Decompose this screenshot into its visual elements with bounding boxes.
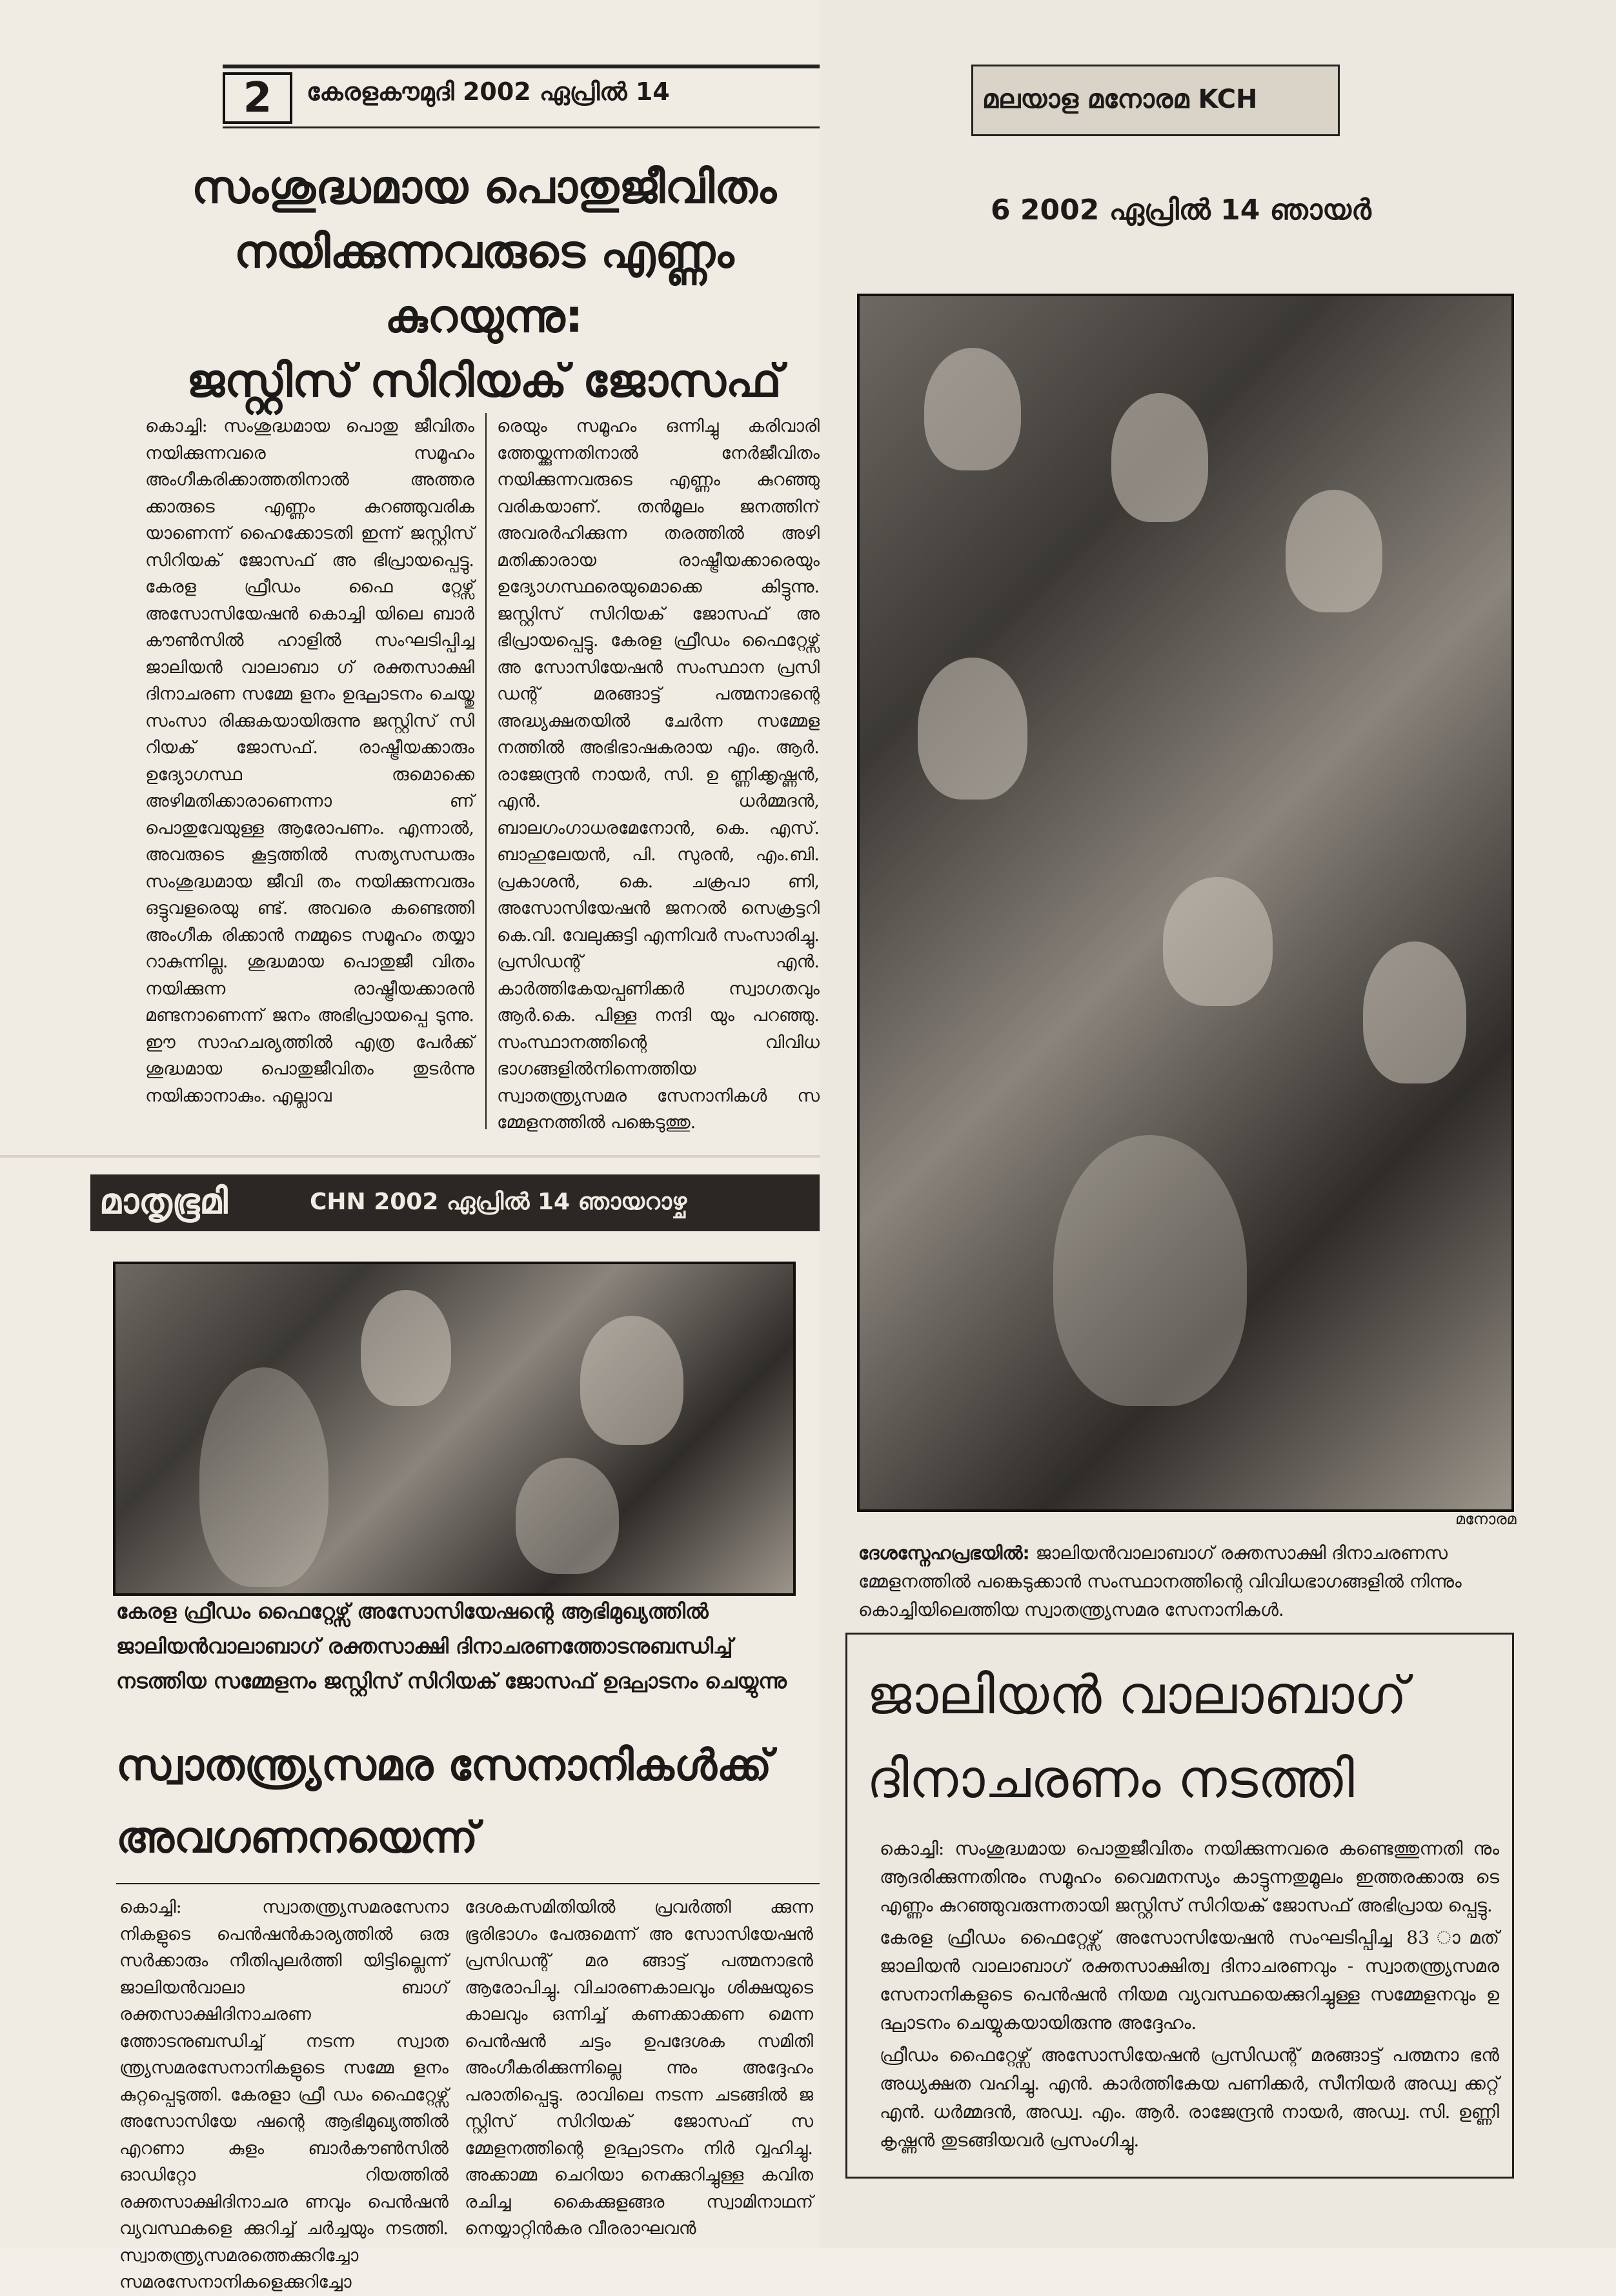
kaumudi-headline-line-2: നയിക്കുന്നവരുടെ എണ്ണം കുറയുന്നു: bbox=[234, 225, 734, 343]
photo-figure bbox=[1163, 877, 1273, 1006]
kaumudi-header-bar bbox=[223, 65, 823, 128]
mathrubhumi-date: CHN 2002 ഏപ്രിൽ 14 ഞായറാഴ്ച bbox=[310, 1189, 687, 1215]
photo-credit: മനോരമ bbox=[1455, 1510, 1517, 1528]
kaumudi-column-2: രെയും സമൂഹം ഒന്നിച്ചു കരിവാരി ത്തേയ്ക്കുന്നതിനാൽ നേർജീവിതം നയിക്കുന്നവരുടെ എണ്ണം കുറഞ്ഞു വരികയാണ്. തൻമൂലം ജനത്തിന് അവരർഹിക്കുന്ന തരത്തിൽ അഴി മതിക്കാരായ രാഷ്ട്രീയക്കാരെയും ഉദ്യോഗസ്ഥരെയുമൊക്കെ കിട്ടുന്നു. ജസ്റ്റിസ് സിറിയക് ജോസഫ് അ ഭിപ്രായപ്പെട്ടു. കേരള ഫ്രീഡം ഫൈറ്റേഴ്സ് അ സോസിയേഷൻ സംസ്ഥാന പ്രസി ഡന്റ് മരങ്ങാട്ട് പത്മനാഭന്റെ അദ്ധ്യക്ഷതയിൽ ചേർന്ന സമ്മേള നത്തിൽ അഭിഭാഷകരായ എം. ആർ. രാജേന്ദ്രൻ നായർ, സി. ഉ ണ്ണിക്കൃഷ്ണൻ, എൻ. ധർമ്മദൻ, ബാലഗംഗാധരമേനോൻ, കെ. എസ്. ബാഹുലേയൻ, പി. സുരൻ, എം.ബി. പ്രകാശൻ, കെ. ചക്രപാ ണി, അസോസിയേഷൻ ജനറൽ സെക്രട്ടറി കെ.വി. വേലുക്കുട്ടി എന്നിവർ സംസാരിച്ചു. പ്രസിഡന്റ് എൻ. കാർത്തികേയപ്പണിക്കർ സ്വാഗതവും ആർ.കെ. പിള്ള നന്ദി യും പറഞ്ഞു. സംസ്ഥാനത്തിന്റെ വിവിധ ഭാഗങ്ങളിൽനിന്നെത്തിയ സ്വാതന്ത്ര്യസമര സേനാനികൾ സ മ്മേളനത്തിൽ പങ്കെടുത്തു. bbox=[497, 416, 820, 1133]
manorama-date: 6 2002 ഏപ്രിൽ 14 ഞായർ bbox=[991, 194, 1371, 227]
manorama-headline-line-2: ദിനാചരണം നടത്തി bbox=[867, 1749, 1355, 1810]
manorama-paragraph-3: ഫ്രീഡം ഫൈറ്റേഴ്സ് അസോസിയേഷൻ പ്രസിഡന്റ് മരങ്ങാട്ട് പത്മനാ ഭൻ അധ്യക്ഷത വഹിച്ചു. എൻ. കാർത്തികേയ പണിക്കർ, സീനിയർ അഡ്വ ക്കറ്റ് എൻ. ധർമ്മദൻ, അഡ്വ. എം. ആർ. രാജേന്ദ്രൻ നായർ, അഡ്വ. സി. ഉണ്ണി കൃഷ്ണൻ തുടങ്ങിയവർ പ്രസംഗിച്ചു. bbox=[880, 2044, 1499, 2151]
photo-figure bbox=[199, 1367, 328, 1587]
mathrubhumi-headline-line-2: അവഗണനയെന്ന് bbox=[116, 1813, 478, 1862]
mathrubhumi-rule bbox=[116, 1883, 820, 1884]
manorama-photo bbox=[857, 294, 1514, 1512]
manorama-masthead: മലയാള മനോരമ KCH bbox=[982, 85, 1258, 114]
column-divider bbox=[485, 413, 487, 1129]
kaumudi-headline-line-3: ജസ്റ്റിസ് സിറിയക് ജോസഫ് bbox=[187, 354, 782, 407]
mathrubhumi-headline-line-1: സ്വാതന്ത്ര്യസമര സേനാനികൾക്ക് bbox=[116, 1740, 772, 1790]
manorama-paragraph-2: കേരള ഫ്രീഡം ഫൈറ്റേഴ്സ് അസോസിയേഷൻ സംഘടിപ്പിച്ച 83 ാമത് ജാലിയൻ വാലാബാഗ് രക്തസാക്ഷിത്വ ദിനാചരണവും - സ്വാതന്ത്ര്യസമര സേനാനികളുടെ പെൻഷൻ നിയമ വ്യവസ്ഥയെക്കുറിച്ചുള്ള സമ്മേളനവും ഉ ദ്ഘാടനം ചെയ്യുകയായിരുന്നു അദ്ദേഹം. bbox=[880, 1927, 1499, 2033]
mathrubhumi-masthead: മാതൃഭൂമി bbox=[99, 1181, 228, 1222]
caption-lead: ദേശസ്നേഹപ്രഭയിൽ: bbox=[858, 1542, 1030, 1564]
mathrubhumi-photo bbox=[113, 1262, 796, 1596]
manorama-photo-caption bbox=[858, 1539, 1517, 1624]
mathrubhumi-headline bbox=[116, 1729, 820, 1874]
mathrubhumi-column-2: ദേശകസമിതിയിൽ പ്രവർത്തി ക്കുന്ന ഭൂരിഭാഗം പേരുമെന്ന് അ സോസിയേഷൻ പ്രസിഡന്റ് മര ങ്ങാട്ട് പത്മനാഭൻ ആരോപിച്ചു. വിചാരണകാലവും ശിക്ഷയുടെ കാലവും ഒന്നിച്ച് കണക്കാക്കണ മെന്ന പെൻഷൻ ചട്ടം ഉപദേശക സമിതി അംഗീകരിക്കുന്നില്ലെ ന്നും അദ്ദേഹം പരാതിപ്പെട്ടു. രാവിലെ നടന്ന ചടങ്ങിൽ ജ സ്റ്റിസ് സിറിയക് ജോസഫ് സ മ്മേളനത്തിന്റെ ഉദ്ഘാടനം നിർ വ്വഹിച്ചു. അക്കാമ്മ ചെറിയാ നെക്കുറിച്ചുള്ള കവിത രചിച്ച കൈക്കുളങ്ങര സ്വാമിനാഥന് നെയ്യാറ്റിൻകര വീരരാഘവൻ bbox=[465, 1897, 813, 2239]
fold-line bbox=[0, 1155, 833, 1158]
photo-figure bbox=[1363, 942, 1466, 1083]
page-number: 2 bbox=[223, 72, 292, 124]
manorama-headline-line-1: ജാലിയൻ വാലാബാഗ് bbox=[867, 1665, 1407, 1726]
manorama-article-box bbox=[845, 1633, 1514, 2179]
photo-figure bbox=[1286, 490, 1382, 612]
photo-figure bbox=[918, 658, 1027, 800]
photo-figure bbox=[1053, 1135, 1247, 1406]
manorama-paragraph-1: കൊച്ചി: സംശുദ്ധമായ പൊതുജീവിതം നയിക്കുന്നവരെ കണ്ടെത്തുന്നതി നും ആദരിക്കുന്നതിനും സമൂഹം വൈമനസ്യം കാട്ടുന്നതുമൂലം ഇത്തരക്കാരു ടെ എണ്ണം കുറഞ്ഞുവരുന്നതായി ജസ്റ്റിസ് സിറിയക് ജോസഫ് അഭിപ്രായ പ്പെട്ടു. bbox=[880, 1838, 1499, 1916]
manorama-clipping bbox=[820, 0, 1616, 2248]
photo-figure bbox=[361, 1290, 451, 1406]
kaumudi-column-1: കൊച്ചി: സംശുദ്ധമായ പൊതു ജീവിതം നയിക്കുന്നവരെ സമൂഹം അംഗീകരിക്കാത്തതിനാൽ അത്തര ക്കാരുടെ എണ്ണം കുറഞ്ഞുവരിക യാണെന്ന് ഹൈക്കോടതി ഇന്ന് ജസ്റ്റിസ് സിറിയക് ജോസഫ് അ ഭിപ്രായപ്പെട്ടു. കേരള ഫ്രീഡം ഫൈ റ്റേഴ്സ് അസോസിയേഷൻ കൊച്ചി യിലെ ബാർ കൗൺസിൽ ഹാളിൽ സംഘടിപ്പിച്ച ജാലിയൻ വാലാബാ ഗ് രക്തസാക്ഷി ദിനാചരണ സമ്മേ ളനം ഉദ്ഘാടനം ചെയ്തു സംസാ രിക്കുകയായിരുന്നു ജസ്റ്റിസ് സി റിയക് ജോസഫ്. രാഷ്ട്രീയക്കാരും ഉദ്യോഗസ്ഥ രുമൊക്കെ അഴിമതിക്കാരാണെന്നാ ണ് പൊതുവേയുള്ള ആരോപണം. എന്നാൽ, അവരുടെ കൂട്ടത്തിൽ സത്യസന്ധരും സംശുദ്ധമായ ജീവി തം നയിക്കുന്നവരും ഒട്ടുവളരെയു ണ്ട്. അവരെ കണ്ടെത്തി അംഗീക രിക്കാൻ നമ്മുടെ സമൂഹം തയ്യാ റാകുന്നില്ല. ശുദ്ധമായ പൊതുജീ വിതം നയിക്കുന്ന രാഷ്ട്രീയക്കാരൻ മണ്ടനാണെന്ന് ജനം അഭിപ്രായപ്പെ ടുന്നു. ഈ സാഹചര്യത്തിൽ എത്ര പേർക്ക് ശുദ്ധമായ പൊതുജീവിതം തുടർന്നു നയിക്കാനാകും. എല്ലാവ bbox=[145, 416, 474, 1106]
manorama-headline bbox=[867, 1654, 1407, 1822]
kaumudi-header-text: കേരളകൗമുദി 2002 ഏപ്രിൽ 14 bbox=[307, 77, 670, 106]
photo-figure bbox=[516, 1458, 619, 1574]
photo-figure bbox=[1111, 393, 1208, 522]
photo-figure bbox=[580, 1316, 683, 1445]
photo-figure bbox=[924, 348, 1021, 470]
manorama-masthead-box bbox=[971, 65, 1340, 136]
mathrubhumi-header-bar bbox=[90, 1174, 826, 1231]
caption-body: ജാലിയൻവാലാബാഗ് രക്തസാക്ഷി ദിനാചരണസ മ്മേളനത്തിൽ പങ്കെടുക്കാൻ സംസ്ഥാനത്തിന്റെ വിവിധഭാഗങ്ങളിൽ നിന്നും കൊച്ചിയിലെത്തിയ സ്വാതന്ത്ര്യസമര സേനാനികൾ. bbox=[858, 1542, 1462, 1620]
kaumudi-headline-line-1: സംശുദ്ധമായ പൊതുജീവിതം bbox=[191, 161, 777, 214]
mathrubhumi-photo-caption: കേരള ഫ്രീഡം ഫൈറ്റേഴ്സ് അസോസിയേഷന്റെ ആഭിമുഖ്യത്തിൽ ജാലിയൻവാലാബാഗ് രക്തസാക്ഷി ദിനാചരണത്തോടനുബന്ധിച്ച് നടത്തിയ സമ്മേളനം ജസ്റ്റിസ് സിറിയക് ജോസഫ് ഉദ്ഘാടനം ചെയ്യുന്നു bbox=[116, 1599, 787, 1693]
mathrubhumi-column-1: കൊച്ചി: സ്വാതന്ത്ര്യസമരസേനാ നികളുടെ പെൻഷൻകാര്യത്തിൽ ഒരു സർക്കാരും നീതിപുലർത്തി യിട്ടില്ലെന്ന് ജാലിയൻവാലാ ബാഗ് രക്തസാക്ഷിദിനാചരണ ത്തോടനുബന്ധിച്ച് നടന്ന സ്വാത ന്ത്ര്യസമരസേനാനികളുടെ സമ്മേ ളനം കുറ്റപ്പെടുത്തി. കേരളാ ഫ്രീ ഡം ഫൈറ്റേഴ്സ് അസോസിയേ ഷന്റെ ആഭിമുഖ്യത്തിൽ എറണാ കുളം ബാർകൗൺസിൽ ഓഡിറ്റോ റിയത്തിൽ രക്തസാക്ഷിദിനാചര ണവും പെൻഷൻ വ്യവസ്ഥകളെ ക്കുറിച്ച് ചർച്ചയും നടത്തി. സ്വാതന്ത്ര്യസമരത്തെക്കുറിച്ചോ സമരസേനാനികളെക്കുറിച്ചോ bbox=[119, 1897, 449, 2292]
manorama-body bbox=[880, 1835, 1499, 2155]
kaumudi-headline bbox=[136, 155, 833, 413]
